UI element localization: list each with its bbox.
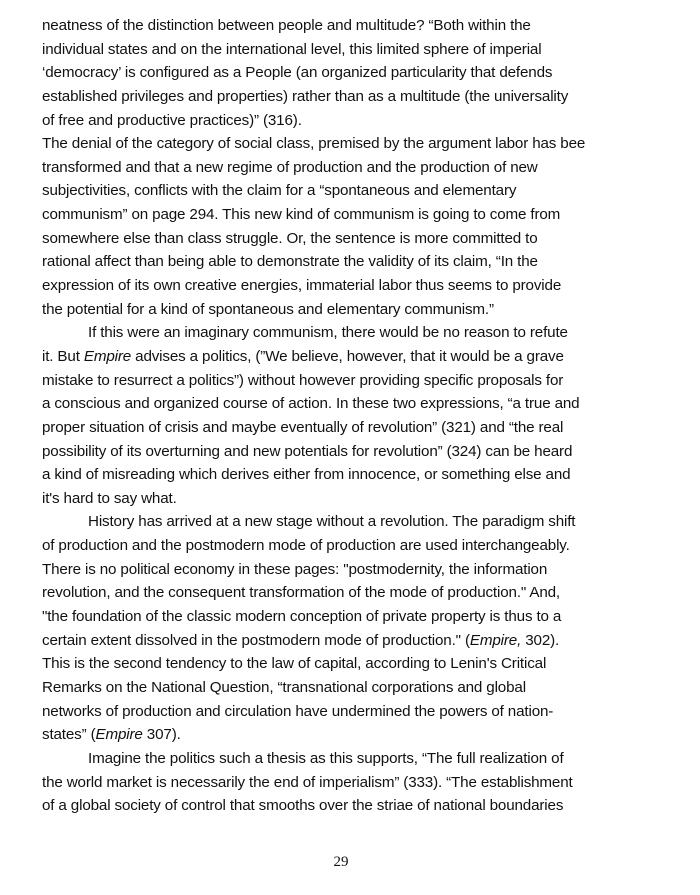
- text-line: of production and the postmodern mode of production are used interchangeably.: [42, 537, 570, 555]
- text-line: networks of production and circulation have undermined the powers of nation-: [42, 702, 554, 720]
- text-line: mistake to resurrect a politics”) without however providing specific proposals for: [42, 371, 564, 389]
- text-line: expression of its own creative energies, immaterial labor thus seems to provide: [42, 277, 562, 295]
- text-line: it's hard to say what.: [42, 489, 177, 507]
- text-line: individual states and on the international level, this limited sphere of imperial: [42, 40, 542, 58]
- text-line: a conscious and organized course of action. In these two expressions, “a true and: [42, 395, 580, 413]
- text-line: it. But Empire advises a politics, (”We believe, however, that it would be a grave: [42, 347, 564, 365]
- text-line: of a global society of control that smooths over the striae of national boundaries: [42, 797, 564, 815]
- text-line: This is the second tendency to the law of capital, according to Lenin's Critical: [42, 655, 547, 673]
- paragraph: [42, 510, 652, 746]
- text-line: Imagine the politics such a thesis as this supports, “The full realization of: [88, 749, 564, 767]
- text-line: The denial of the category of social class, premised by the argument labor has bee: [42, 135, 586, 153]
- text-line: neatness of the distinction between people and multitude? “Both within the: [42, 17, 531, 34]
- text-line: certain extent dissolved in the postmodern mode of production." (Empire, 302).: [42, 631, 560, 649]
- text-line: proper situation of crisis and maybe eventually of revolution” (321) and “the real: [42, 418, 564, 436]
- text-line: revolution, and the consequent transformation of the mode of production." And,: [42, 584, 561, 602]
- text-line: ‘democracy’ is configured as a People (an organized particularity that defends: [42, 64, 553, 82]
- text-line: the world market is necessarily the end of imperialism” (333). “The establishment: [42, 773, 573, 791]
- text-line: If this were an imaginary communism, there would be no reason to refute: [88, 324, 568, 342]
- paragraph: [42, 132, 652, 321]
- text-line: transformed and that a new regime of production and the production of new: [42, 158, 538, 176]
- italic-title: Empire,: [469, 631, 522, 649]
- page-number: 29: [333, 854, 349, 870]
- text-line: the potential for a kind of spontaneous and elementary communism.”: [42, 300, 494, 318]
- text-line: a kind of misreading which derives either from innocence, or something else and: [42, 466, 571, 484]
- paragraph: [42, 321, 652, 510]
- text-line: rational affect than being able to demonstrate the validity of its claim, “In the: [42, 253, 538, 271]
- text-line: There is no political economy in these pages: "postmodernity, the information: [42, 560, 548, 578]
- text-line: of free and productive practices)” (316).: [42, 111, 302, 129]
- text-line: communism” on page 294. This new kind of communism is going to come from: [42, 206, 561, 224]
- text-line: "the foundation of the classic modern conception of private property is thus to a: [42, 608, 562, 626]
- text-line: somewhere else than class struggle. Or, the sentence is more committed to: [42, 229, 538, 247]
- italic-title: Empire: [95, 726, 143, 744]
- italic-title: Empire: [83, 347, 132, 365]
- body-text: [42, 14, 652, 818]
- text-line: established privileges and properties) rather than as a multitude (the universality: [42, 87, 569, 105]
- paragraph: [42, 747, 652, 818]
- text-line: Remarks on the National Question, “transnational corporations and global: [42, 678, 526, 696]
- text-line: states” (Empire 307).: [42, 726, 181, 744]
- paragraph: [42, 14, 652, 132]
- text-line: History has arrived at a new stage without a revolution. The paradigm shift: [88, 513, 576, 531]
- text-line: possibility of its overturning and new potentials for revolution” (324) can be heard: [42, 442, 573, 460]
- text-line: subjectivities, conflicts with the claim for a “spontaneous and elementary: [42, 182, 517, 200]
